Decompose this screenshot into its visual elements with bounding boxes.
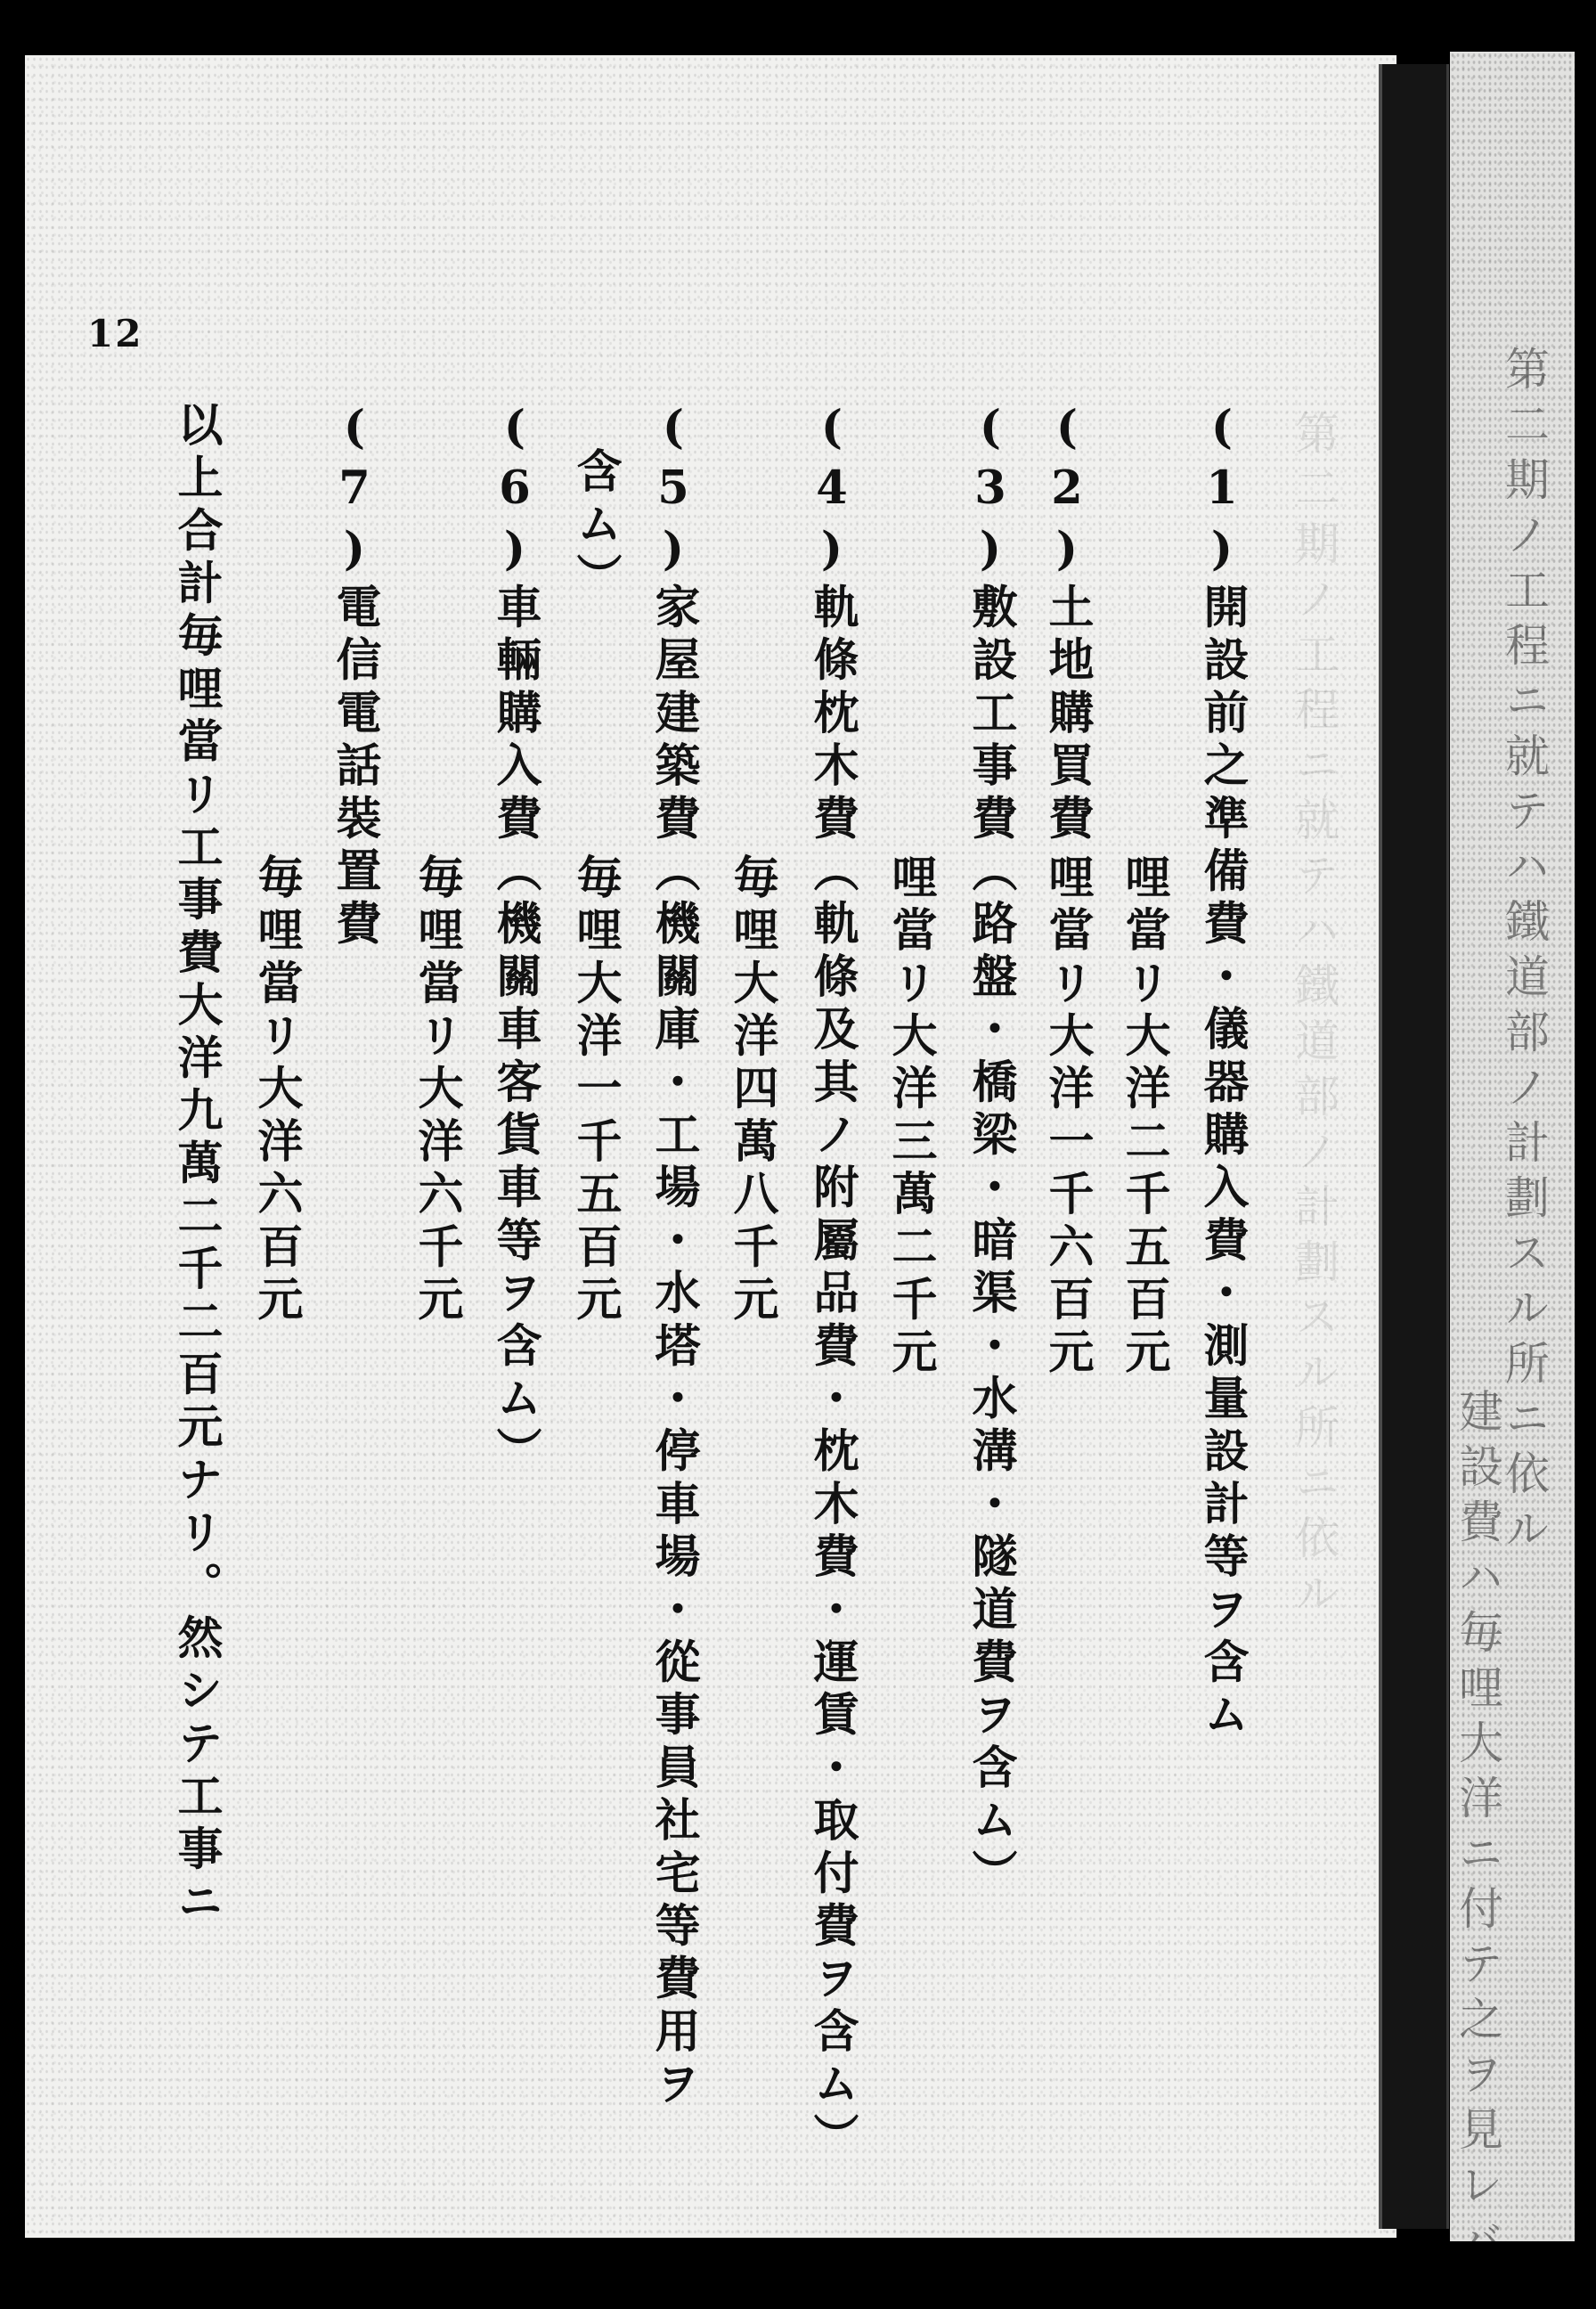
item-1-opening-cost: (1)開設前之準備費・儀器購入費・測量設計等ヲ含ム (1195, 401, 1249, 1743)
item-6-amount: 毎哩當リ大洋六千元 (410, 853, 463, 1328)
item-5-continuation: 含ム） (568, 447, 622, 606)
item-3-construction-cost: (3)敷設工事費（路盤・橋梁・暗渠・水溝・隧道費ヲ含ム） (964, 401, 1017, 1902)
item-7-amount: 毎哩當リ大洋六百元 (249, 853, 303, 1328)
bleed-through-text: 第二期ノ工程ニ就テハ鐵道部ノ計劃スル所ニ依ル (1288, 410, 1340, 1625)
facing-page-text-1: 第二期ノ工程ニ就テハ鐵道部ノ計劃スル所ニ依ル (1498, 346, 1550, 1561)
item-2-land-purchase: (2)土地購買費 (1040, 401, 1094, 847)
item-6-rolling-stock-cost: (6)車輛購入費（機關車客貨車等ヲ含ム） (488, 401, 542, 1480)
item-4-rail-sleeper-cost: (4)軌條枕木費（軌條及其ノ附屬品費・枕木費・運賃・取付費ヲ含ム） (805, 401, 859, 2166)
item-5-building-cost: (5)家屋建築費（機關庫・工場・水塔・停車場・從事員社宅等費用ヲ (647, 401, 700, 2113)
facing-page-text-2: 建設費ハ毎哩大洋ニ付テ之ヲ見レバ (1452, 1388, 1503, 2272)
book-spine (1379, 64, 1449, 2229)
total-summary: 以上合計毎哩當リ工事費大洋九萬二千二百元ナリ。然シテ工事ニ (169, 401, 223, 1930)
page-number: 12 (87, 312, 143, 355)
document-page (25, 55, 1396, 2238)
item-5-amount: 毎哩大洋一千五百元 (568, 853, 622, 1328)
item-4-amount: 毎哩大洋四萬八千元 (725, 853, 778, 1328)
item-2-amount: 哩當リ大洋一千六百元 (1040, 853, 1094, 1381)
item-7-telecom-cost: (7)電信電話裝置費 (328, 401, 381, 952)
item-3-amount: 哩當リ大洋三萬二千元 (884, 853, 937, 1381)
item-1-amount: 哩當リ大洋二千五百元 (1117, 853, 1170, 1381)
facing-page (1450, 52, 1575, 2272)
